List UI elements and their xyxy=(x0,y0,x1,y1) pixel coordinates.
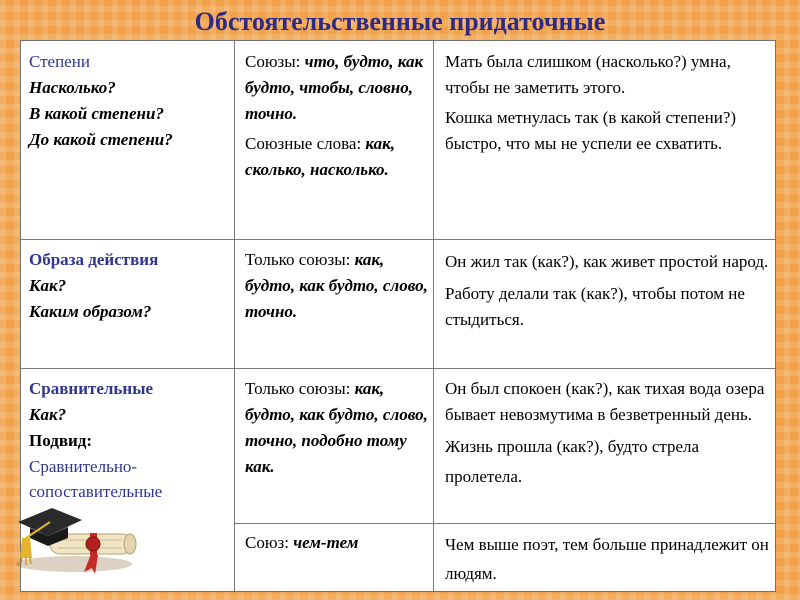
row-manner-example: Работу делали так (как?), чтобы потом не стыдиться. xyxy=(445,284,745,329)
row-comparative-example: Он был спокоен (как?), как тихая вода озера бывает невозмутима в безветренный день. xyxy=(445,379,765,424)
row-comparative-extra-conjunction: Союз: чем-тем xyxy=(245,533,359,552)
row-comparative-extra-example-cell xyxy=(445,530,771,588)
row-comparative-conjunctions: Только союзы: как, будто, как будто, слово, точно, подобно тому как. xyxy=(245,379,428,476)
row-comparative-extra-example: Чем выше поэт, тем больше принадлежит он людям. xyxy=(445,535,769,583)
row-degree-conjunctions-cell xyxy=(245,49,430,183)
row-comparative-conjunctions-cell xyxy=(245,376,430,480)
row-degree-conjunctive-words: Союзные слова: как, сколько, насколько. xyxy=(245,134,395,179)
row-manner-example: Он жил так (как?), как живет простой народ. xyxy=(445,252,769,271)
row-manner-conjunctions: Только союзы: как, будто, как будто, слово, точно. xyxy=(245,250,428,321)
row-degree-conjunctions: Союзы: что, будто, как будто, чтобы, словно, точно. xyxy=(245,52,424,123)
row-manner-question: Каким образом? xyxy=(29,302,152,321)
row-degree-category-cell xyxy=(29,49,229,153)
row-comparative-subtype: Сравнительно-сопоставительные xyxy=(29,457,163,501)
column-divider xyxy=(234,41,235,591)
row-comparative-extra-conjunction-cell xyxy=(245,530,430,556)
row-manner-examples-cell xyxy=(445,247,771,333)
row-degree-question: В какой степени? xyxy=(29,104,164,123)
row-divider xyxy=(234,523,775,524)
row-divider xyxy=(21,239,775,240)
row-manner-category-cell xyxy=(29,247,229,325)
row-comparative-subtype-label: Подвид: xyxy=(29,431,93,450)
row-degree-examples-cell xyxy=(445,49,771,157)
row-manner-question: Как? xyxy=(29,276,67,295)
row-comparative-category-cell xyxy=(29,376,229,504)
row-manner-category: Образа действия xyxy=(29,250,159,269)
row-divider xyxy=(21,368,775,369)
diploma-scroll-icon xyxy=(12,488,142,576)
row-degree-example: Мать была слишком (насколько?) умна, чтобы не заметить этого. xyxy=(445,52,731,97)
row-comparative-question: Как? xyxy=(29,405,67,424)
row-degree-question: До какой степени? xyxy=(29,130,173,149)
row-degree-question: Насколько? xyxy=(29,78,116,97)
row-comparative-category: Сравнительные xyxy=(29,379,154,398)
row-comparative-examples-cell xyxy=(445,376,771,492)
row-degree-category: Степени xyxy=(29,52,90,71)
row-manner-conjunctions-cell xyxy=(245,247,430,325)
slide-title: Обстоятельственные придаточные xyxy=(194,7,606,36)
row-degree-example: Кошка метнулась так (в какой степени?) быстро, что мы не успели ее схватить. xyxy=(445,108,737,153)
column-divider xyxy=(433,41,434,591)
row-comparative-example: Жизнь прошла (как?), будто стрела пролетела. xyxy=(445,437,700,486)
